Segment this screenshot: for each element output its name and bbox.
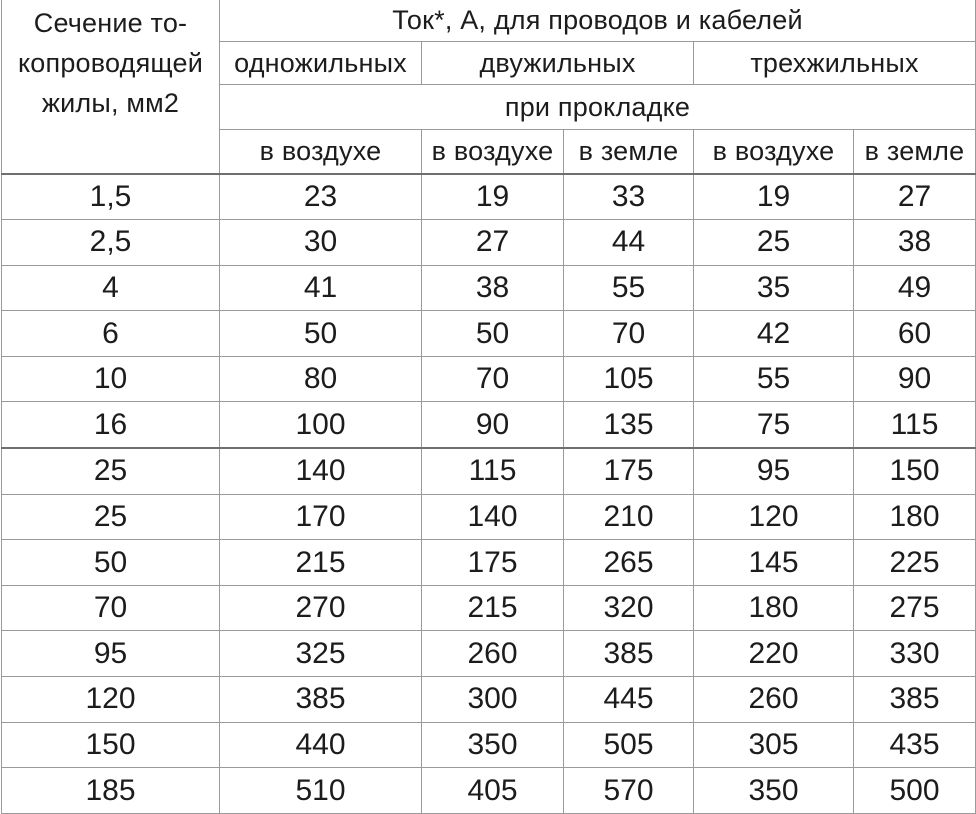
two-core-air-cell: 300 [422,677,564,723]
table-row [2,677,976,723]
three-core-air-cell: 95 [694,448,854,494]
cross-section-cell: 10 [2,356,220,402]
two-core-ground-cell: 105 [564,356,694,402]
three-core-air-cell: 25 [694,220,854,266]
sub-header-two-air: в воздухе [422,130,564,174]
cross-section-cell: 95 [2,631,220,677]
three-core-air-cell: 220 [694,631,854,677]
three-core-ground-cell: 330 [854,631,976,677]
cross-section-cell: 16 [2,402,220,448]
two-core-air-cell: 90 [422,402,564,448]
cross-section-header-line-3: жилы, мм2 [41,88,180,118]
single-core-air-cell: 140 [220,448,422,494]
sub-header-three-air: в воздухе [694,130,854,174]
single-core-air-cell: 80 [220,356,422,402]
cross-section-header [2,0,220,174]
table-row [2,494,976,540]
cross-section-cell: 4 [2,265,220,311]
two-core-air-cell: 350 [422,722,564,768]
three-core-air-cell: 350 [694,768,854,814]
cross-section-cell: 2,5 [2,220,220,266]
single-core-air-cell: 325 [220,631,422,677]
single-core-air-cell: 270 [220,585,422,631]
two-core-air-cell: 50 [422,311,564,357]
three-core-air-cell: 19 [694,174,854,220]
laying-header: при прокладке [220,85,976,130]
table-row [2,631,976,677]
two-core-ground-cell: 55 [564,265,694,311]
table-row [2,448,976,494]
two-core-ground-cell: 265 [564,540,694,586]
two-core-air-cell: 27 [422,220,564,266]
single-core-header: одножильных [220,42,422,85]
cross-section-cell: 1,5 [2,174,220,220]
two-core-header: двужильных [422,42,694,85]
three-core-ground-cell: 90 [854,356,976,402]
three-core-header: трехжильных [694,42,976,85]
single-core-air-cell: 510 [220,768,422,814]
table-row [2,220,976,266]
three-core-ground-cell: 115 [854,402,976,448]
two-core-air-cell: 70 [422,356,564,402]
two-core-air-cell: 19 [422,174,564,220]
three-core-air-cell: 35 [694,265,854,311]
current-rating-table [1,0,976,814]
cross-section-cell: 150 [2,722,220,768]
three-core-ground-cell: 49 [854,265,976,311]
two-core-ground-cell: 175 [564,448,694,494]
table-row [2,402,976,448]
two-core-ground-cell: 135 [564,402,694,448]
table-row [2,540,976,586]
single-core-air-cell: 440 [220,722,422,768]
single-core-air-cell: 385 [220,677,422,723]
single-core-air-cell: 170 [220,494,422,540]
two-core-ground-cell: 44 [564,220,694,266]
three-core-ground-cell: 27 [854,174,976,220]
three-core-ground-cell: 435 [854,722,976,768]
table-row [2,265,976,311]
table-row [2,174,976,220]
three-core-air-cell: 260 [694,677,854,723]
three-core-air-cell: 55 [694,356,854,402]
cross-section-cell: 25 [2,494,220,540]
two-core-ground-cell: 33 [564,174,694,220]
table-row [2,356,976,402]
two-core-air-cell: 215 [422,585,564,631]
single-core-air-cell: 41 [220,265,422,311]
two-core-air-cell: 175 [422,540,564,586]
cross-section-cell: 6 [2,311,220,357]
cross-section-header-line-1: Сечение то- [33,8,188,38]
three-core-air-cell: 75 [694,402,854,448]
three-core-ground-cell: 38 [854,220,976,266]
two-core-ground-cell: 445 [564,677,694,723]
single-core-air-cell: 215 [220,540,422,586]
three-core-ground-cell: 225 [854,540,976,586]
three-core-ground-cell: 180 [854,494,976,540]
table-row [2,722,976,768]
single-core-air-cell: 23 [220,174,422,220]
sub-header-three-ground: в земле [854,130,976,174]
three-core-air-cell: 145 [694,540,854,586]
two-core-ground-cell: 320 [564,585,694,631]
two-core-ground-cell: 385 [564,631,694,677]
sub-header-two-ground: в земле [564,130,694,174]
table-row [2,585,976,631]
cross-section-cell: 50 [2,540,220,586]
cross-section-cell: 120 [2,677,220,723]
three-core-ground-cell: 385 [854,677,976,723]
three-core-ground-cell: 150 [854,448,976,494]
single-core-air-cell: 50 [220,311,422,357]
current-title-header: Ток*, А, для проводов и кабелей [220,0,976,42]
cross-section-header-line-2: копроводящей [17,48,204,78]
two-core-air-cell: 260 [422,631,564,677]
cross-section-cell: 70 [2,585,220,631]
two-core-air-cell: 140 [422,494,564,540]
three-core-air-cell: 180 [694,585,854,631]
sub-header-single-air: в воздухе [220,130,422,174]
three-core-air-cell: 120 [694,494,854,540]
two-core-ground-cell: 210 [564,494,694,540]
cross-section-cell: 185 [2,768,220,814]
two-core-ground-cell: 570 [564,768,694,814]
three-core-air-cell: 42 [694,311,854,357]
two-core-air-cell: 115 [422,448,564,494]
three-core-air-cell: 305 [694,722,854,768]
two-core-air-cell: 38 [422,265,564,311]
two-core-ground-cell: 70 [564,311,694,357]
table-row [2,311,976,357]
three-core-ground-cell: 60 [854,311,976,357]
two-core-air-cell: 405 [422,768,564,814]
two-core-ground-cell: 505 [564,722,694,768]
cross-section-cell: 25 [2,448,220,494]
single-core-air-cell: 30 [220,220,422,266]
three-core-ground-cell: 500 [854,768,976,814]
table-row [2,768,976,814]
single-core-air-cell: 100 [220,402,422,448]
three-core-ground-cell: 275 [854,585,976,631]
